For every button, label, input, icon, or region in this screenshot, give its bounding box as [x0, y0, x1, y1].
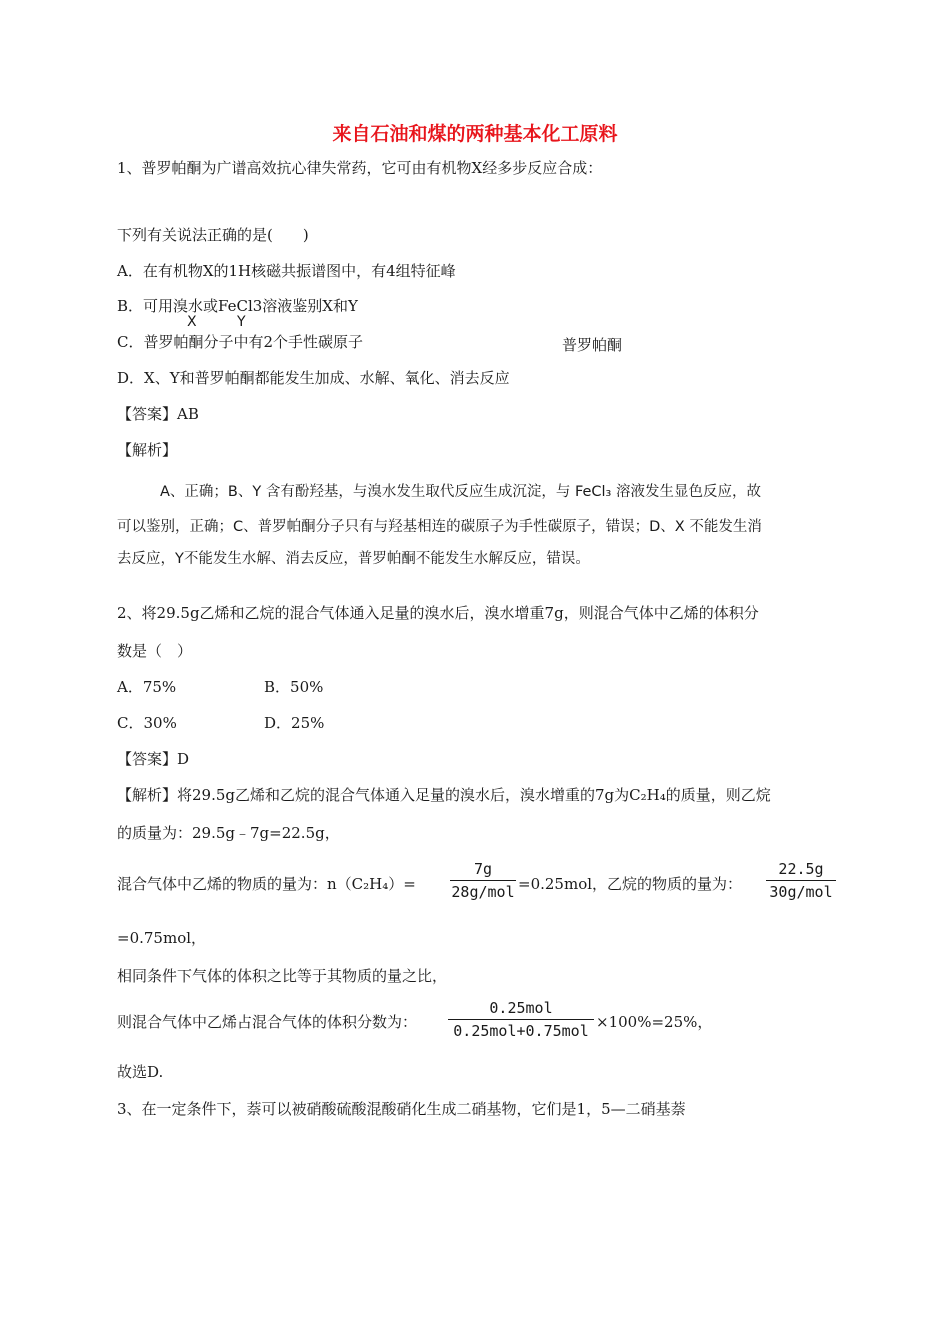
q2-analysis-line: 的质量为：29.5g﹣7g=22.5g， [117, 824, 340, 842]
calc3-suffix: ×100%=25%， [596, 1013, 713, 1031]
q2-option-a: A．75% [117, 678, 177, 696]
q1-analysis-line: 去反应，Y不能发生水解、消去反应，普罗帕酮不能发生水解反应，错误。 [117, 551, 590, 567]
q1-answer: 【答案】AB [117, 405, 199, 423]
q2-option-b: B．50% [264, 678, 324, 696]
fraction-ethane-moles [766, 860, 836, 901]
fraction-denominator: 28g/mol [451, 883, 515, 901]
fraction-ethylene-moles [450, 860, 516, 901]
q2-analysis-line: 【解析】将29.5g乙烯和乙烷的混合气体通入足量的溴水后，溴水增重的7g为C₂H₄的质量，则乙烷 [117, 786, 771, 804]
label-y: Y [237, 314, 246, 330]
q1-prompt: 下列有关说法正确的是( ) [117, 226, 309, 244]
fraction-denominator: 30g/mol [769, 883, 833, 901]
fraction-bar [448, 1019, 594, 1020]
calc1-prefix: 混合气体中乙烯的物质的量为：n（C₂H₄）= [117, 875, 416, 893]
fraction-volume-ratio [448, 999, 594, 1040]
fraction-bar [450, 880, 516, 881]
q1-analysis-heading: 【解析】 [117, 441, 178, 459]
calc2-result: =0.75mol， [117, 929, 207, 947]
q1-stem: 1、普罗帕酮为广谱高效抗心律失常药，它可由有机物X经多步反应合成： [117, 159, 603, 177]
q1-analysis-line: A、正确；B、Y 含有酚羟基，与溴水发生取代反应生成沉淀，与 FeCl₃ 溶液发生显色反应，故 [160, 484, 761, 500]
calc3-prefix: 则混合气体中乙烯占混合气体的体积分数为： [117, 1013, 418, 1031]
q2-stem: 2、将29.5g乙烯和乙烷的混合气体通入足量的溴水后，溴水增重7g，则混合气体中乙烯的体积分 [117, 604, 759, 622]
fraction-bar [766, 880, 836, 881]
fraction-denominator: 0.25mol+0.75mol [453, 1022, 589, 1040]
fraction-numerator: 7g [473, 860, 493, 878]
q2-answer: 【答案】D [117, 750, 190, 768]
q2-option-c: C．30% [117, 714, 177, 732]
q1-option-c: C．普罗帕酮分子中有2个手性碳原子 [117, 333, 364, 351]
q1-analysis-line: 可以鉴别，正确；C、普罗帕酮分子只有与羟基相连的碳原子为手性碳原子，错误；D、X 不能发生消 [117, 519, 762, 535]
q3-stem: 3、在一定条件下，萘可以被硝酸硫酸混酸硝化生成二硝基物，它们是1，5—二硝基萘 [117, 1100, 686, 1118]
q1-option-a: A．在有机物X的1H核磁共振谱图中，有4组特征峰 [117, 262, 456, 280]
ratio-statement: 相同条件下气体的体积之比等于其物质的量之比， [117, 967, 448, 985]
fraction-numerator: 22.5g [778, 860, 824, 878]
q2-stem-cont: 数是（ ） [117, 642, 193, 660]
fraction-numerator: 0.25mol [489, 999, 553, 1017]
label-propafenone: 普罗帕酮 [562, 336, 623, 354]
label-x: X [187, 314, 197, 330]
q1-option-b: B．可用溴水或FeCl3溶液鉴别X和Y [117, 297, 358, 315]
q1-option-d: D．X、Y和普罗帕酮都能发生加成、水解、氧化、消去反应 [117, 369, 510, 387]
q2-option-d: D．25% [264, 714, 325, 732]
calc1-result: =0.25mol，乙烷的物质的量为： [518, 875, 743, 893]
page-title: 来自石油和煤的两种基本化工原料 [332, 123, 618, 145]
q2-conclusion: 故选D. [117, 1063, 164, 1081]
